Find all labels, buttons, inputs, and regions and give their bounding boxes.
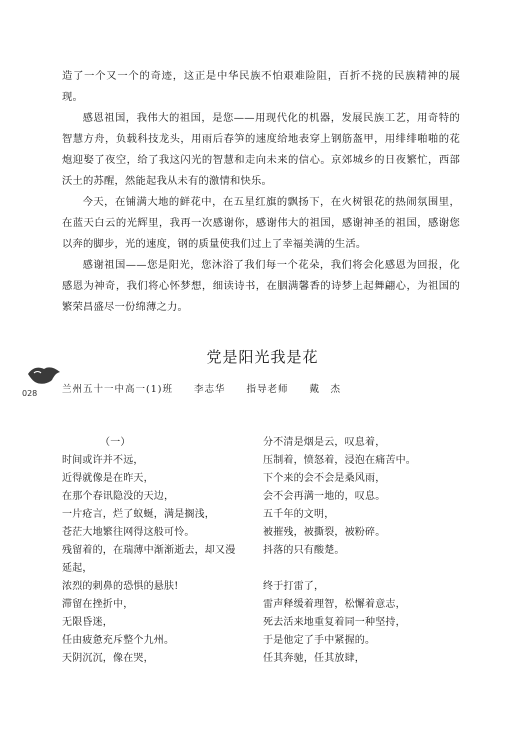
poem-line: 压制着，愤怒着，浸泡在痛苦中。: [263, 455, 416, 466]
poem-line: 分不清是烟是云，叹息着，: [263, 437, 386, 448]
poem-line: 抖落的只有酸楚。: [263, 545, 345, 556]
prose-paragraph: 感恩祖国，我伟大的祖国，是您——用现代化的机器，发展民族工艺，用奇特的智慧方舟，负载科技龙头，用雨后春笋的速度给地表穿上钢筋盔甲，用绯绯啪啪的花炮迎娶了夜空，给了我这闪光的智慧和走向未来的信心。京郊城乡的日夜繁忙，西部沃土的苏醒，然能起我从未有的激情和快乐。: [62, 112, 460, 187]
prose-paragraph: 今天，在铺满大地的鲜花中，在五星红旗的飘扬下，在火树银花的热闹氛围里，在蓝天白云的光辉里，我再一次感谢你，感谢伟大的祖国，感谢神圣的祖国，感谢您以奔的脚步，光的速度，钢的质量使我们过上了幸福美满的生活。: [62, 196, 460, 250]
poem-column-left: [62, 434, 262, 668]
poem-line: 于是他定了手中紧握的。: [263, 635, 376, 646]
poem-line: 滞留在挫折中，: [62, 599, 134, 610]
poem-line: 苍茫大地繁往网得这般可怜。: [62, 527, 195, 538]
article-title: 党是阳光我是花: [206, 348, 319, 366]
poem-line: 五千年的文明，: [263, 509, 335, 520]
bird-decoration-icon: [26, 364, 62, 386]
byline: 兰州五十一中高一(1)班 李志华 指导老师 戴 杰: [62, 384, 341, 395]
poem-line: 无限昏迷，: [62, 617, 113, 628]
poem-line: 终于打雷了，: [263, 581, 325, 592]
poem-line: 任其奔驰，任其放肆，: [263, 653, 365, 664]
poem-line: 时间或许并不远，: [62, 455, 144, 466]
poem-line: 任由疲惫充斥整个九州。: [62, 635, 175, 646]
prose-paragraph: 感谢祖国——您是阳光，您沐浴了我们每一个花朵，我们将会化感恩为回报，化感恩为神奇，我们将心怀梦想，细读诗书，在胭满馨香的诗梦上起舞翩心，为祖国的繁荣昌盛尽一份绵薄之力。: [62, 259, 460, 313]
page-number: 028: [22, 389, 38, 398]
stanza-gap: [263, 560, 463, 578]
poem-section-heading: （一）: [100, 437, 131, 448]
poem-line: 死去活来地重复着同一种坚持，: [263, 617, 406, 628]
poem-line: 一片疮言，烂了蚁蜒，满是搁浅，: [62, 509, 215, 520]
poem-line: 天阴沉沉，像在哭，: [62, 653, 154, 664]
poem-line: 浓烈的刺鼻的恐惧的悬肤!: [62, 581, 179, 592]
poem-line: 在那个春讯隐没的天边，: [62, 491, 175, 502]
prose-paragraph: 造了一个又一个的奇迹，这正是中华民族不怕艰难险阻，百折不挠的民族精神的展现。: [62, 70, 460, 103]
poem-line: 下个来的会不会是桑风雨，: [263, 473, 386, 484]
poem-line: 延起，: [62, 563, 93, 574]
poem-column-right: [263, 434, 463, 668]
poem-line: 雷声释缓着理智，松懈着意志，: [263, 599, 406, 610]
poem-line: 会不会再满一地的，叹息。: [263, 491, 386, 502]
poem-line: 被摧残，被撕裂，被粉碎。: [263, 527, 386, 538]
poem-line: 残留着的，在瑞薄中渐渐逝去，却又漫: [62, 545, 236, 556]
prose-section: [62, 66, 460, 318]
poem-line: 近得就像是在昨天，: [62, 473, 154, 484]
